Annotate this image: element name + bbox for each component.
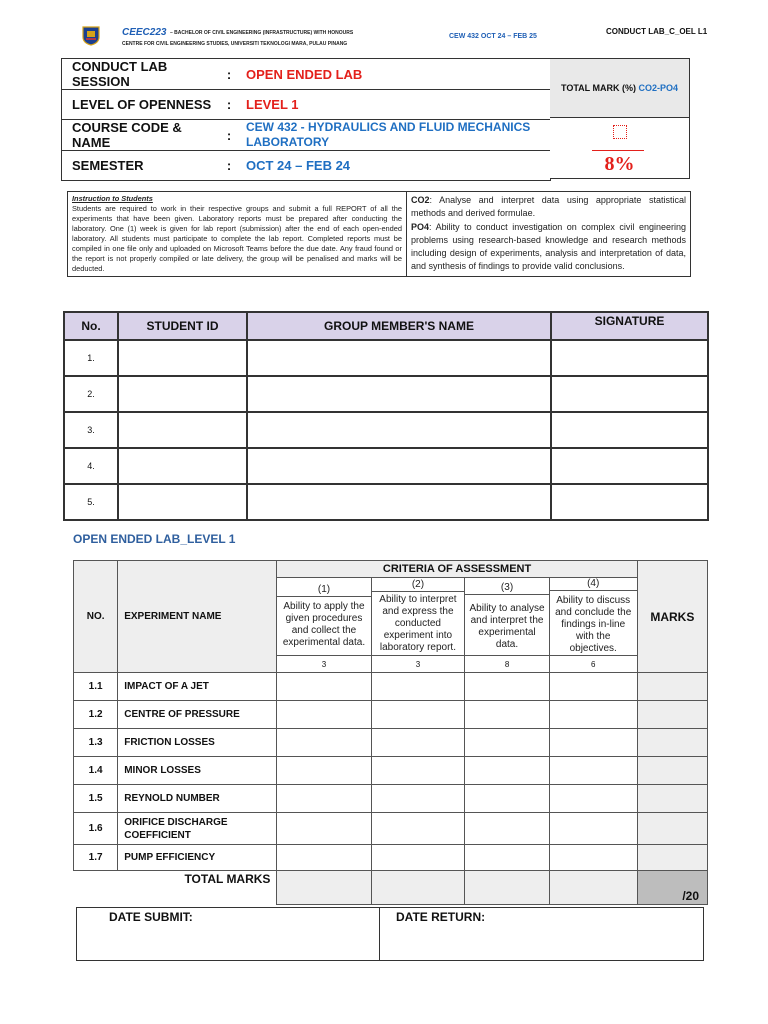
student-id-field[interactable] xyxy=(118,412,247,448)
score-cell[interactable] xyxy=(549,757,637,785)
criterion-number: (2) xyxy=(372,579,465,592)
criterion-number: (3) xyxy=(465,582,548,595)
score-cell[interactable] xyxy=(465,729,549,757)
criterion-3 xyxy=(465,578,549,656)
signature-field[interactable] xyxy=(551,412,708,448)
date-return-label: DATE RETURN: xyxy=(396,910,486,924)
total-mark-box xyxy=(550,58,690,179)
date-return-cell[interactable] xyxy=(380,908,704,961)
experiment-no: 1.6 xyxy=(74,813,118,845)
score-cell[interactable] xyxy=(277,845,371,871)
experiment-row xyxy=(74,757,708,785)
info-colon: : xyxy=(222,90,236,120)
experiment-name: ORIFICE DISCHARGE COEFFICIENT xyxy=(118,813,277,845)
header-no: No. xyxy=(64,312,118,340)
criterion-text: Ability to analyse and interpret the experimental data. xyxy=(469,603,545,650)
score-cell[interactable] xyxy=(277,813,371,845)
marks-cell[interactable] xyxy=(637,845,707,871)
score-cell[interactable] xyxy=(549,729,637,757)
info-label: CONDUCT LAB SESSION xyxy=(62,59,223,90)
total-row xyxy=(74,871,708,905)
outcome-cell xyxy=(407,192,691,277)
student-id-field[interactable] xyxy=(118,376,247,412)
criterion-4 xyxy=(549,578,637,656)
criterion-weight: 3 xyxy=(371,656,465,673)
student-row xyxy=(64,340,708,376)
header-experiment-name: EXPERIMENT NAME xyxy=(118,561,277,673)
po4-label: PO4 xyxy=(411,221,430,232)
marks-cell[interactable] xyxy=(637,701,707,729)
po4-text: : Ability to conduct investigation on complex civil engineering problems using research-based knowledge and research methods including design of experiments, analysis and interpretation of data, and synthesis of findings to provide valid conclusions. xyxy=(411,221,686,272)
row-number: 4. xyxy=(64,448,118,484)
experiment-no: 1.3 xyxy=(74,729,118,757)
placeholder-box-icon xyxy=(613,125,627,139)
document-code: CONDUCT LAB_C_OEL L1 xyxy=(606,27,708,36)
experiment-row xyxy=(74,701,708,729)
header-no: NO. xyxy=(74,561,118,673)
experiment-no: 1.5 xyxy=(74,785,118,813)
member-name-field[interactable] xyxy=(247,340,551,376)
row-number: 5. xyxy=(64,484,118,520)
experiment-no: 1.1 xyxy=(74,673,118,701)
score-cell[interactable] xyxy=(549,785,637,813)
section-title: OPEN ENDED LAB_LEVEL 1 xyxy=(73,532,236,546)
co2-statement xyxy=(411,194,686,221)
marks-cell[interactable] xyxy=(637,785,707,813)
score-cell[interactable] xyxy=(371,729,465,757)
marks-cell[interactable] xyxy=(637,757,707,785)
score-cell[interactable] xyxy=(465,785,549,813)
criterion-weight: 3 xyxy=(277,656,371,673)
marks-cell[interactable] xyxy=(637,813,707,845)
header-marks: MARKS xyxy=(637,561,707,673)
experiment-name: MINOR LOSSES xyxy=(118,757,277,785)
info-row xyxy=(62,151,551,181)
score-cell[interactable] xyxy=(465,757,549,785)
student-row xyxy=(64,448,708,484)
member-name-field[interactable] xyxy=(247,448,551,484)
criterion-text: Ability to interpret and express the conducted experiment into laboratory report. xyxy=(379,594,457,653)
row-number: 3. xyxy=(64,412,118,448)
score-cell[interactable] xyxy=(277,673,371,701)
student-table xyxy=(63,311,709,521)
programme-name: – BACHELOR OF CIVIL ENGINEERING (INFRASTRUCTURE) WITH HONOURS xyxy=(170,30,354,36)
row-number: 2. xyxy=(64,376,118,412)
total-score-cell[interactable] xyxy=(277,871,371,905)
date-submit-cell[interactable] xyxy=(77,908,380,961)
score-cell[interactable] xyxy=(277,701,371,729)
programme-code: CEEC223 xyxy=(122,27,167,38)
student-id-field[interactable] xyxy=(118,340,247,376)
po4-statement xyxy=(411,221,686,274)
info-value: OPEN ENDED LAB xyxy=(236,59,551,90)
member-name-field[interactable] xyxy=(247,412,551,448)
score-cell[interactable] xyxy=(277,785,371,813)
student-row xyxy=(64,376,708,412)
student-id-field[interactable] xyxy=(118,484,247,520)
instruction-title: Instruction to Students xyxy=(72,194,153,203)
date-submit-label: DATE SUBMIT: xyxy=(109,910,193,924)
experiment-name: PUMP EFFICIENCY xyxy=(118,845,277,871)
header-criteria: CRITERIA OF ASSESSMENT xyxy=(277,561,637,578)
score-cell[interactable] xyxy=(549,701,637,729)
student-header-row xyxy=(64,312,708,340)
fraction-line xyxy=(592,150,644,151)
header-student-id: STUDENT ID xyxy=(118,312,247,340)
total-mark-code: CO2-PO4 xyxy=(638,83,679,93)
header-member-name: GROUP MEMBER'S NAME xyxy=(247,312,551,340)
criterion-2 xyxy=(371,578,465,656)
info-colon: : xyxy=(222,120,236,151)
score-cell[interactable] xyxy=(371,785,465,813)
score-cell[interactable] xyxy=(371,701,465,729)
uitm-crest-logo xyxy=(82,26,100,46)
score-cell[interactable] xyxy=(465,673,549,701)
score-cell[interactable] xyxy=(371,813,465,845)
experiment-name: IMPACT OF A JET xyxy=(118,673,277,701)
experiment-row xyxy=(74,785,708,813)
signature-field[interactable] xyxy=(551,448,708,484)
session-info-table xyxy=(61,58,551,181)
score-cell[interactable] xyxy=(371,757,465,785)
header-signature: SIGNATURE xyxy=(551,312,708,340)
total-score-cell[interactable] xyxy=(465,871,549,905)
experiment-name: FRICTION LOSSES xyxy=(118,729,277,757)
score-cell[interactable] xyxy=(371,845,465,871)
instruction-body: Students are required to work in their respective groups and submit a full REPORT of all the experiments that have been given. Laboratory reports must be prepared after conducting the laboratory. One (1) week is given for lab report (submission) after the end of each open-ended laboratory. All students must participate to complete the lab report. Completed reports must be compiled in one file only and uploaded on Microsoft Teams before the due date. Any fraud found or the report is not properly compiled or late delivery, the group will be penalised and marks will be deducted. xyxy=(72,204,402,273)
signature-field[interactable] xyxy=(551,484,708,520)
criterion-weight: 6 xyxy=(549,656,637,673)
score-cell[interactable] xyxy=(465,813,549,845)
total-score-cell[interactable] xyxy=(371,871,465,905)
info-value: LEVEL 1 xyxy=(236,90,551,120)
criterion-number: (1) xyxy=(277,584,370,597)
student-row xyxy=(64,412,708,448)
total-score-cell[interactable] xyxy=(549,871,637,905)
total-mark-header xyxy=(550,59,689,118)
score-cell[interactable] xyxy=(549,813,637,845)
total-marks-label: TOTAL MARKS xyxy=(184,872,271,886)
marks-cell[interactable] xyxy=(637,673,707,701)
co2-label: CO2 xyxy=(411,195,430,205)
marks-cell[interactable] xyxy=(637,729,707,757)
signature-field[interactable] xyxy=(551,340,708,376)
score-cell[interactable] xyxy=(549,673,637,701)
info-label: COURSE CODE & NAME xyxy=(62,120,223,151)
total-mark-label: TOTAL MARK (%) xyxy=(560,83,636,93)
row-number: 1. xyxy=(64,340,118,376)
info-label: LEVEL OF OPENNESS xyxy=(62,90,223,120)
score-cell[interactable] xyxy=(277,729,371,757)
experiment-row xyxy=(74,729,708,757)
info-row xyxy=(62,90,551,120)
score-cell[interactable] xyxy=(465,845,549,871)
total-mark-value: 8% xyxy=(604,153,635,175)
criterion-1 xyxy=(277,578,371,656)
member-name-field[interactable] xyxy=(247,376,551,412)
info-row xyxy=(62,120,551,151)
score-cell[interactable] xyxy=(465,701,549,729)
criterion-weight: 8 xyxy=(465,656,549,673)
course-semester: CEW 432 OCT 24 – FEB 25 xyxy=(449,33,537,40)
score-cell[interactable] xyxy=(549,845,637,871)
criterion-text: Ability to apply the given procedures and collect the experimental data. xyxy=(282,601,366,648)
criterion-text: Ability to discuss and conclude the findings in-line with the objectives. xyxy=(555,595,632,654)
experiment-row xyxy=(74,845,708,871)
info-row xyxy=(62,59,551,90)
info-value: CEW 432 - HYDRAULICS AND FLUID MECHANICS LABORATORY xyxy=(236,120,551,151)
info-label: SEMESTER xyxy=(62,151,223,181)
experiment-row xyxy=(74,673,708,701)
member-name-field[interactable] xyxy=(247,484,551,520)
student-id-field[interactable] xyxy=(118,448,247,484)
experiment-no: 1.7 xyxy=(74,845,118,871)
assessment-table xyxy=(73,560,708,905)
experiment-no: 1.2 xyxy=(74,701,118,729)
info-colon: : xyxy=(222,59,236,90)
date-table xyxy=(76,907,704,961)
experiment-name: CENTRE OF PRESSURE xyxy=(118,701,277,729)
signature-field[interactable] xyxy=(551,376,708,412)
experiment-name: REYNOLD NUMBER xyxy=(118,785,277,813)
info-colon: : xyxy=(222,151,236,181)
experiment-row xyxy=(74,813,708,845)
student-row xyxy=(64,484,708,520)
experiment-no: 1.4 xyxy=(74,757,118,785)
info-value: OCT 24 – FEB 24 xyxy=(236,151,551,181)
instruction-cell xyxy=(68,192,407,277)
score-cell[interactable] xyxy=(371,673,465,701)
centre-name: CENTRE FOR CIVIL ENGINEERING STUDIES, UNIVERSITI TEKNOLOGI MARA, PULAU PINANG xyxy=(122,41,348,47)
criterion-number: (4) xyxy=(550,578,637,591)
co2-text: : Analyse and interpret data using appropriate statistical methods and derived formulae. xyxy=(411,195,686,219)
score-cell[interactable] xyxy=(277,757,371,785)
total-marks-value: /20 xyxy=(637,871,707,905)
instruction-table xyxy=(67,191,691,277)
